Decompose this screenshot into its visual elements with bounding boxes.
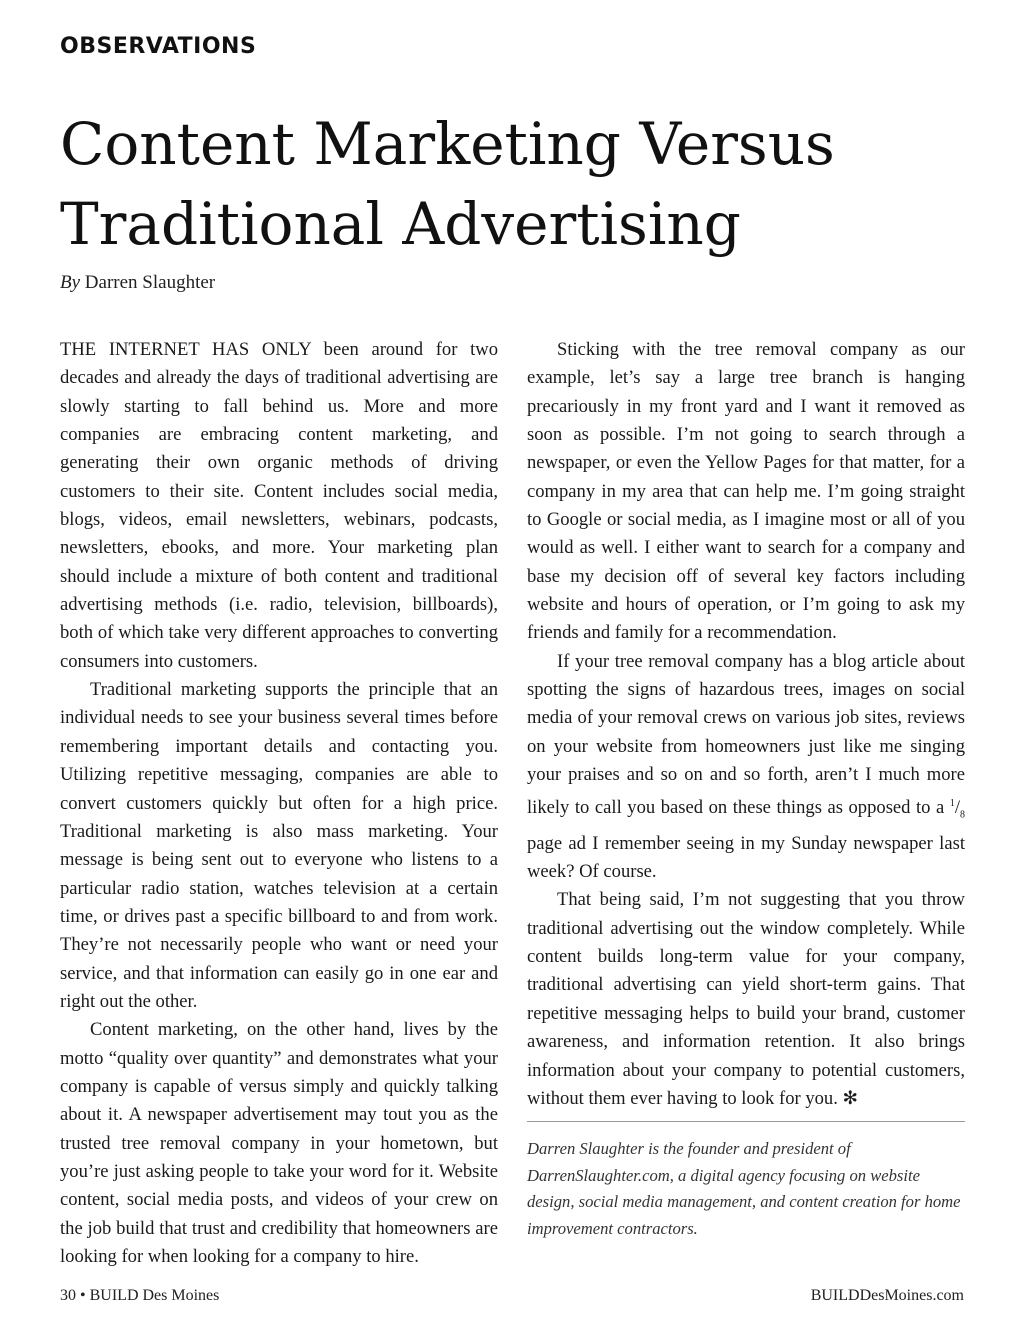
paragraph: Content marketing, on the other hand, lives by the motto “quality over quantity” and demonstrates what your company is capable of versus simply and quickly talking about it. A newspaper advertisement may tout you as the trusted tree removal company in your hometown, but you’re just asking people to take your word for it. Website content, social media posts, and videos of your crew on the job build that trust and credibility that homeowners are looking for when looking for a company to hire.	[60, 1019, 498, 1267]
publication-name: BUILD Des Moines	[89, 1287, 220, 1304]
title-line-2: Traditional Advertising	[60, 190, 741, 258]
fraction-numerator: 1	[949, 797, 955, 809]
byline-prefix: By	[60, 272, 81, 293]
right-column	[527, 336, 965, 1113]
end-mark-icon: ✻	[842, 1087, 859, 1109]
author-name: Darren Slaughter	[84, 272, 216, 293]
footer-website: BUILDDesMoines.com	[810, 1287, 964, 1304]
section-label: OBSERVATIONS	[60, 34, 257, 59]
footer-left	[60, 1287, 219, 1305]
left-column	[60, 336, 498, 1271]
paragraph	[527, 648, 965, 887]
paragraph-text: page ad I remember seeing in my Sunday newspaper last week? Of course.	[527, 832, 965, 883]
author-bio: Darren Slaughter is the founder and president of DarrenSlaughter.com, a digital agency focusing on website design, social media management, and content creation for home improvement contractors.	[527, 1139, 961, 1238]
paragraph-text: If your tree removal company has a blog article about spotting the signs of hazardous trees, images on social media of your removal crews on various job sites, reviews on your website from homeowners just like me singing your praises and so on and so forth, aren’t I much more likely to call you based on these things as opposed to a	[527, 650, 965, 818]
page-number: 30	[60, 1287, 76, 1304]
article-title	[60, 104, 960, 264]
fraction: $^1/_8$	[949, 796, 965, 821]
bio-divider	[527, 1121, 965, 1122]
byline	[60, 272, 215, 294]
fraction-denominator: 8	[960, 809, 965, 821]
title-line-1: Content Marketing Versus	[60, 110, 835, 178]
paragraph	[527, 886, 965, 1113]
paragraph-text: That being said, I’m not suggesting that you throw traditional advertising out the window completely. While content builds long-term value for your company, traditional advertising can yield short-term gains. That repetitive messaging helps to build your brand, customer awareness, and information retention. It also brings information about your company to potential customers, without them ever having to look for you.	[527, 889, 965, 1109]
paragraph: THE INTERNET HAS ONLY been around for two decades and already the days of traditional advertising are slowly starting to fall behind us. More and more companies are embracing content marketing, and generating their own organic methods of driving customers to their site. Content includes social media, blogs, videos, email newsletters, webinars, podcasts, newsletters, ebooks, and more. Your marketing plan should include a mixture of both content and traditional advertising methods (i.e. radio, television, billboards), both of which take very different approaches to converting consumers into customers.	[60, 339, 498, 672]
footer-separator: •	[80, 1287, 86, 1304]
paragraph: Traditional marketing supports the principle that an individual needs to see your business several times before remembering important details and contacting you. Utilizing repetitive messaging, companies are able to convert customers quickly but often for a high price. Traditional marketing is also mass marketing. Your message is being sent out to everyone who listens to a particular radio station, watches television at a certain time, or drives past a specific billboard to and from work. They’re not necessarily people who want or need your service, and that information can easily go in one ear and right out the other.	[60, 679, 498, 1012]
paragraph: Sticking with the tree removal company as our example, let’s say a large tree branch is hanging precariously in my front yard and I want it removed as soon as possible. I’m not going to search through a newspaper, or even the Yellow Pages for that matter, for a company in my area that can help me. I’m going straight to Google or social media, as I imagine most or all of you would as well. I either want to search for a company and base my decision off of several key factors including website and hours of operation, or I’m going to ask my friends and family for a recommendation.	[527, 339, 965, 644]
